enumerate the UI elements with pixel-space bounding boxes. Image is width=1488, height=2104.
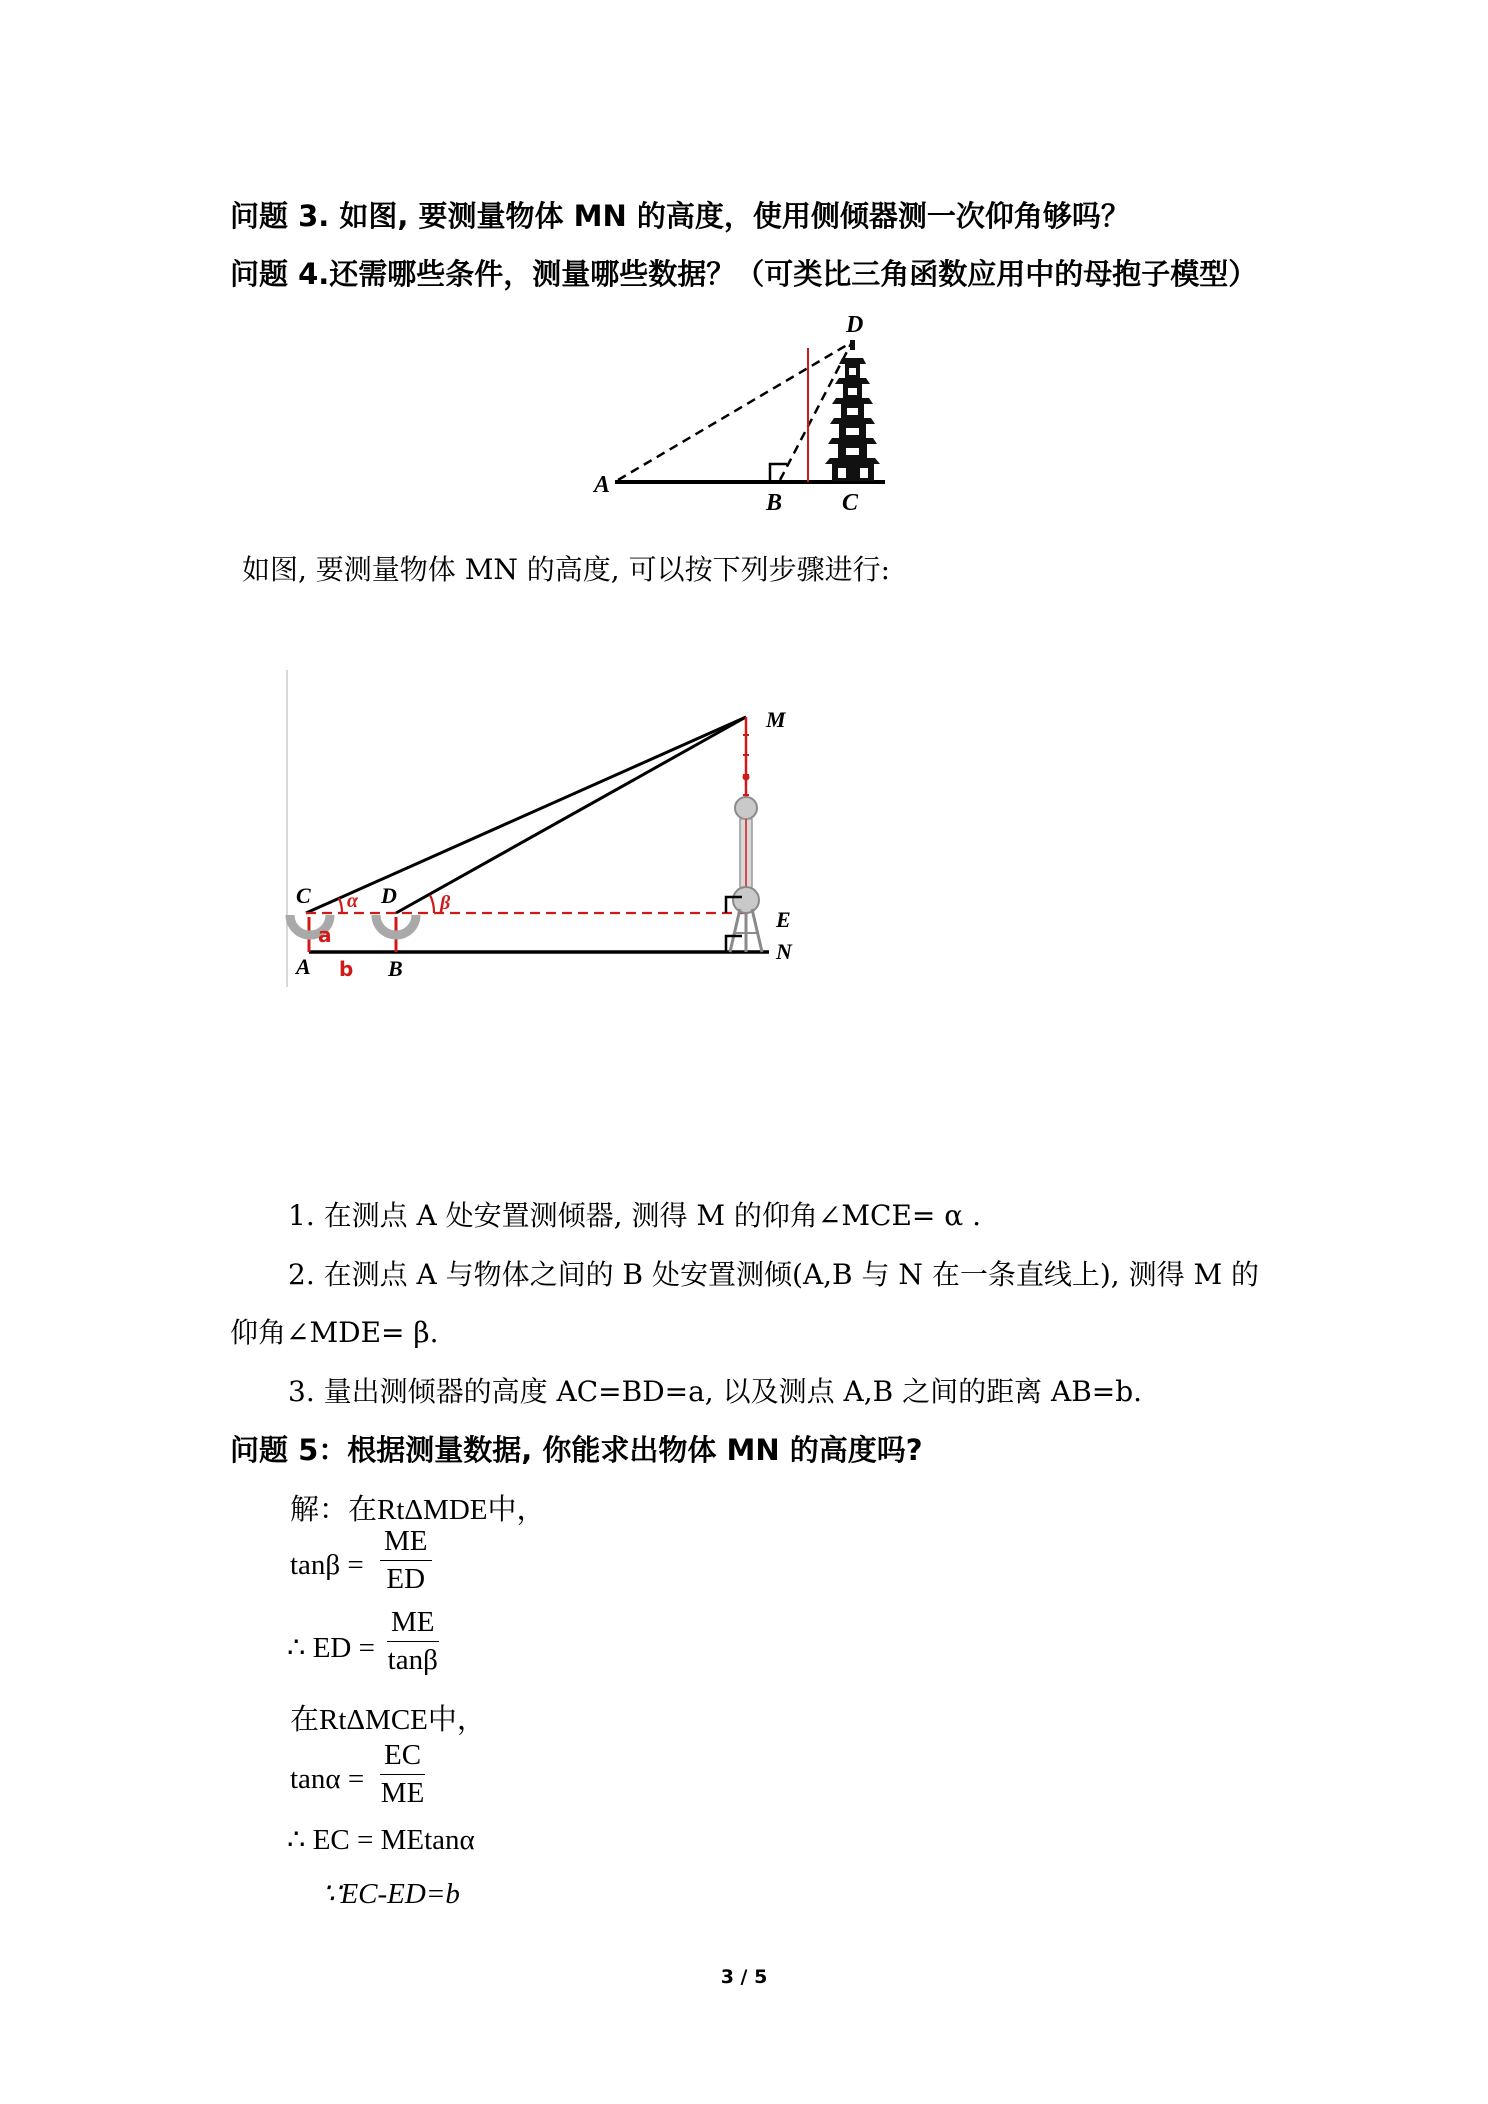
- sightline-CM: [306, 717, 746, 913]
- solution-intro: 解：在RtΔMDE中，: [290, 1494, 546, 1526]
- tower-icon: [730, 717, 762, 952]
- figure-pagoda-diagram: [580, 300, 910, 520]
- label-D: D: [381, 883, 397, 908]
- eq3-lhs: tanα =: [290, 1763, 365, 1795]
- intro-text: 如图, 要测量物体 MN 的高度, 可以按下列步骤进行:: [242, 553, 891, 586]
- label-b: b: [339, 957, 354, 981]
- figure-tower-diagram: [284, 665, 814, 995]
- label-B: B: [766, 490, 783, 516]
- eq1-denominator: ED: [386, 1563, 426, 1595]
- label-C: C: [842, 490, 859, 516]
- label-E: E: [776, 907, 791, 932]
- label-C: C: [296, 883, 311, 908]
- label-N: N: [776, 939, 792, 964]
- question-5: 问题 5：根据测量数据, 你能求出物体 MN 的高度吗?: [230, 1433, 923, 1467]
- angle-arc-alpha: [339, 898, 342, 913]
- eq3-fraction: [380, 1739, 425, 1810]
- angle-arc-beta: [430, 895, 434, 913]
- eq1-numerator: ME: [380, 1525, 432, 1561]
- eq2-fraction: [387, 1606, 439, 1677]
- step-3: 3. 量出测倾器的高度 AC=BD=a, 以及测点 A,B 之间的距离 AB=b.: [288, 1375, 1143, 1408]
- label-M: M: [766, 707, 786, 732]
- step-2b: 仰角∠MDE= β.: [230, 1316, 439, 1349]
- step-2a: 2. 在测点 A 与物体之间的 B 处安置测倾(A,B 与 N 在一条直线上), 测得 M 的: [288, 1258, 1260, 1291]
- question-3: 问题 3. 如图, 要测量物体 MN 的高度，使用侧倾器测一次仰角够吗？: [230, 199, 1130, 233]
- eq1-lhs: tanβ =: [290, 1549, 364, 1581]
- label-A: A: [296, 954, 311, 979]
- eq3-numerator: EC: [380, 1739, 425, 1775]
- label-A: A: [594, 472, 611, 498]
- eq3-denominator: ME: [380, 1777, 425, 1809]
- label-beta: β: [440, 892, 451, 914]
- eq2-denominator: tanβ: [387, 1644, 438, 1676]
- step-1: 1. 在测点 A 处安置测倾器, 测得 M 的仰角∠MCE= α .: [288, 1199, 981, 1232]
- label-B: B: [388, 956, 403, 981]
- label-a: a: [318, 923, 332, 947]
- eq5: ∵EC-ED=b: [322, 1878, 460, 1910]
- page-number: 3 / 5: [720, 1966, 768, 1988]
- label-alpha: α: [347, 890, 359, 912]
- eq1-fraction: [380, 1525, 432, 1596]
- eq4: ∴ EC = MEtanα: [287, 1824, 475, 1856]
- eq2-numerator: ME: [387, 1606, 439, 1642]
- solution-mid: 在RtΔMCE中，: [290, 1704, 486, 1736]
- label-D: D: [846, 312, 864, 338]
- sightline-DM: [396, 717, 746, 913]
- question-4: 问题 4.还需哪些条件，测量哪些数据？（可类比三角函数应用中的母抱子模型）: [230, 257, 1258, 291]
- eq2-lhs: ∴ ED =: [287, 1632, 375, 1664]
